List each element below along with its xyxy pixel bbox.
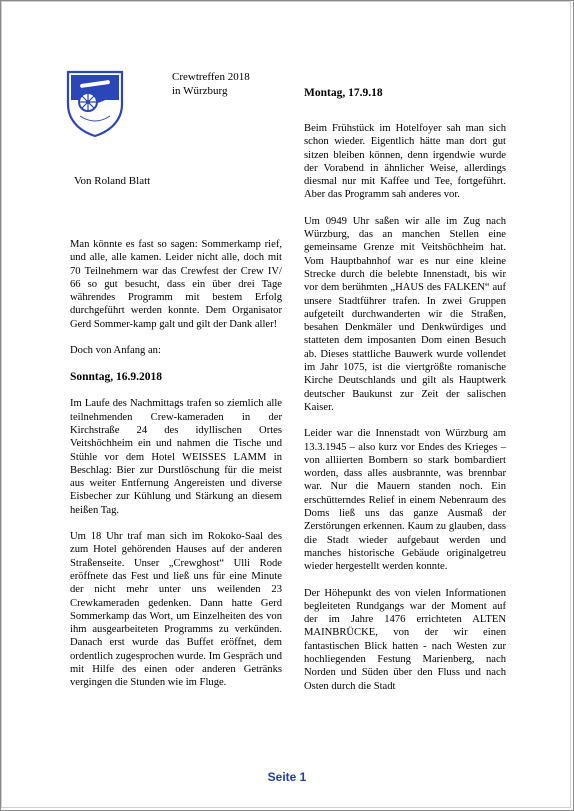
section-heading-monday: Montag, 17.9.18 — [304, 87, 383, 99]
lead-paragraph: Doch von Anfang an: — [70, 345, 161, 357]
monday-paragraph-2: Um 0949 Uhr saßen wir alle im Zug nach Würzburg, das an manchen Stellen eine gemeinsame Grenze mit Veitshöchheim hat. Vom Hauptbahnhof war es nur eine kleine Strecke durch die belebte Innenstadt, bis wir vor dem berühmten „HAUS des FALKEN“ auf unsere Stadtführer trafen. In zwei Gruppen aufgeteilt durchwanderten wir die Straßen, besahen Denkmäler und Denkwürdiges und statteten dem imposanten Dom einen Besuch ab. Dieses stattliche Bauwerk wurde vollendet im Jahr 1075, ist die viertgrößte romanische Kirche Deutschlands und gilt als Hauptwerk deutscher Baukunst zur Zeit der salischen Kaiser. — [304, 215, 506, 413]
crew-shield-icon — [66, 70, 124, 138]
article-title — [172, 70, 250, 98]
sunday-paragraph-1: Im Laufe des Nachmittags trafen so ziemlich alle teilnehmenden Crew-kameraden in der Kirchstraße 24 des idyllischen Ortes Veitshöchheim ein und nahmen die Tische und Stühle vor dem Hotel WEISSES LAMM in Beschlag: Bier zur Durstlöschung für die meist aus weiter Entfernung Angereisten und diverse Eisbecher zur Kühlung und Stärkung an diesem heißen Tag. — [70, 398, 282, 516]
monday-paragraph-4: Der Höhepunkt des von vielen Informationen begleiteten Rundgangs war der Moment auf der im Jahre 1476 errichteten ALTEN MAINBRÜCKE, von der wir einen fantastischen Blick hatten - nach Westen zur hochliegenden Festung Marienberg, nach Norden und Süden über den Fluss und nach Osten durch die Stadt — [304, 587, 506, 692]
intro-paragraph: Man könnte es fast so sagen: Sommerkamp rief, und alle, alle kamen. Leider nicht alle, doch mit 70 Teilnehmern war das Crewfest der Crew IV/ 66 so gut besucht, dass ein über drei Tage währendes Programm mit bestem Erfolg durchgeführt werden konnte. Dem Organisator Gerd Sommer-kamp galt und gilt der Dank aller! — [70, 239, 282, 330]
title-line-1: Crewtreffen 2018 — [172, 71, 250, 83]
section-heading-sunday: Sonntag, 16.9.2018 — [70, 371, 163, 384]
right-column — [304, 86, 506, 706]
title-line-2: in Würzburg — [172, 85, 228, 97]
sunday-paragraph-2: Um 18 Uhr traf man sich im Rokoko-Saal des zum Hotel gehörenden Hauses auf der anderen Straßenseite. Unser „Crewghost“ Ulli Rode eröffnete das Fest und ließ uns für eine Minute der nicht mehr unter uns weilenden 23 Crewkameraden gedenken. Dann hatte Gerd Sommerkamp das Wort, um Einzelheiten des von ihm ausgearbeiteten Programms zu verkünden. Danach erst wurde das Buffet eröffnet, dem ordentlich zugesprochen wurde. Im Gespräch und mit Hilfe des einen oder anderen Getränks vergingen die Stunden wie im Fluge. — [70, 531, 282, 689]
crew-logo — [66, 70, 124, 138]
page-number: Seite 1 — [267, 770, 307, 784]
monday-paragraph-3: Leider war die Innenstadt von Würzburg am 13.3.1945 – also kurz vor Endes des Krieges – von alliierten Bombern so stark bombardiert worden, dass alles ausbrannte, was brennbar war. Nur die Mauern standen noch. Ein erschütterndes Relief in einem Nebenraum des Doms ließ uns das ganze Ausmaß der Zerstörungen erkennen. Kaum zu glauben, dass die Stadt wieder aufgebaut werden und manches historische Gebäude originalgetreu wieder hergestellt werden konnte. — [304, 428, 506, 573]
left-column — [70, 238, 282, 703]
monday-paragraph-1: Beim Frühstück im Hotelfoyer sah man sich schon wieder. Eigentlich hätte man dort gut sitzen bleiben können, denn irgendwie wurde der Vorabend in ähnlicher Weise, allerdings diesmal nur mit Kaffee und Tee, fortgeführt. Aber das Programm sah anderes vor. — [304, 123, 506, 201]
author-byline: Von Roland Blatt — [74, 175, 151, 187]
